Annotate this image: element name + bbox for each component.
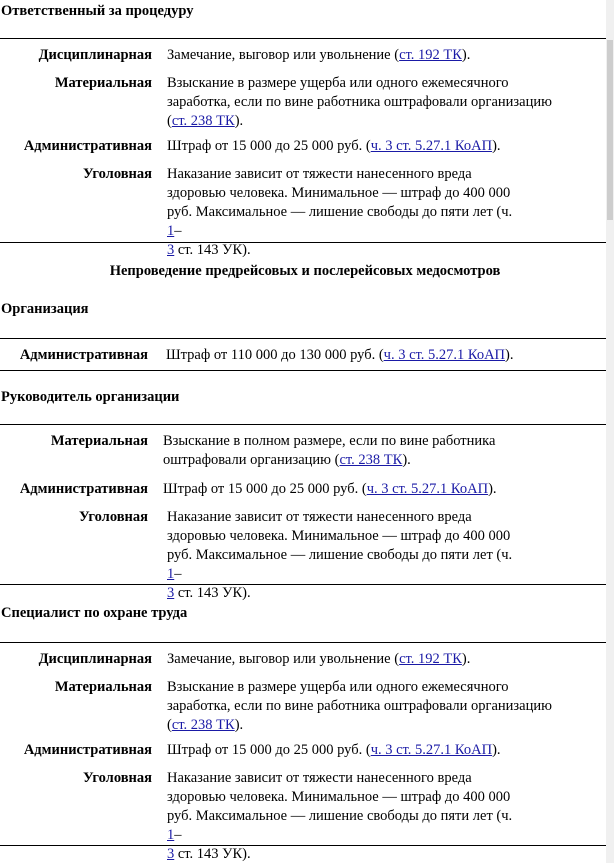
description-text: ).: [505, 347, 514, 363]
divider: [0, 584, 606, 585]
section-heading-director: Руководитель организации: [1, 389, 180, 405]
description-text: Замечание, выговор или увольнение (: [167, 651, 400, 667]
description-text: Штраф от 15 000 до 25 000 руб. (: [167, 742, 371, 758]
penalty-type-label: Уголовная: [82, 770, 152, 786]
law-link[interactable]: ст. 192 ТК: [399, 651, 462, 667]
penalty-description: [167, 74, 557, 131]
description-text: ).: [461, 47, 471, 63]
section-heading-organization: Организация: [1, 301, 89, 317]
penalty-description: [167, 769, 529, 864]
penalty-type-label: Административная: [19, 347, 148, 363]
penalty-description: [167, 650, 557, 669]
divider: [0, 845, 606, 846]
penalty-type-label: Дисциплинарная: [38, 47, 152, 63]
section-heading-safety-specialist: Специалист по охране труда: [1, 605, 188, 621]
penalty-type-label: Материальная: [50, 433, 148, 449]
law-link[interactable]: ч. 3 ст. 5.27.1 КоАП: [370, 742, 493, 758]
penalty-type-label: Уголовная: [78, 509, 148, 525]
description-text: ст. 143 УК).: [174, 846, 251, 862]
scrollbar[interactable]: [606, 0, 614, 863]
description-text: Наказание зависит от тяжести нанесенного вреда здоровью человека. Минимальное — штраф до 400 000 руб. Максимальное — лишение свободы до пяти лет (ч.: [167, 509, 513, 563]
dash: –: [174, 223, 182, 239]
scrollbar-thumb[interactable]: [607, 40, 613, 220]
section-title: Непроведение предрейсовых и послерейсовых медосмотров: [109, 263, 501, 279]
penalty-type-label: Административная: [23, 742, 152, 758]
description-text: ).: [234, 717, 244, 733]
description-text: ).: [492, 138, 501, 154]
section-heading-responsible: Ответственный за процедуру: [1, 3, 194, 19]
description-text: ст. 143 УК).: [174, 242, 251, 258]
law-link[interactable]: ст. 192 ТК: [399, 47, 462, 63]
penalty-type-label: Дисциплинарная: [38, 651, 152, 667]
penalty-description: [166, 346, 556, 365]
law-link[interactable]: ч. 3 ст. 5.27.1 КоАП: [366, 481, 489, 497]
penalty-description: [163, 480, 553, 499]
divider: [0, 38, 606, 39]
description-text: Взыскание в полном размере, если по вине работника оштрафовали организацию (: [163, 433, 496, 468]
law-link[interactable]: ч. 3 ст. 5.27.1 КоАП: [370, 138, 493, 154]
penalty-description: [167, 46, 557, 65]
description-text: ).: [234, 113, 244, 129]
description-text: Замечание, выговор или увольнение (: [167, 47, 400, 63]
description-text: Взыскание в размере ущерба или одного ежемесячного заработка, если по вине работника оштрафовали организацию (: [167, 75, 552, 129]
description-text: ).: [492, 742, 501, 758]
penalty-type-label: Административная: [19, 481, 148, 497]
penalty-description: [167, 678, 557, 735]
penalty-type-label: Административная: [23, 138, 152, 154]
penalty-description: [167, 741, 557, 760]
description-text: Взыскание в размере ущерба или одного ежемесячного заработка, если по вине работника оштрафовали организацию (: [167, 679, 552, 733]
law-link[interactable]: 3: [167, 585, 175, 601]
description-text: ст. 143 УК).: [174, 585, 251, 601]
penalty-type-label: Уголовная: [82, 166, 152, 182]
law-link[interactable]: 3: [167, 846, 175, 862]
divider: [0, 642, 606, 643]
law-link[interactable]: 1: [167, 223, 175, 239]
dash: –: [174, 566, 182, 582]
description-text: Штраф от 15 000 до 25 000 руб. (: [167, 138, 371, 154]
divider: [0, 242, 606, 243]
penalty-description: [167, 137, 557, 156]
penalty-description: [167, 508, 529, 603]
description-text: ).: [488, 481, 497, 497]
law-link[interactable]: ст. 238 ТК: [171, 113, 235, 129]
description-text: ).: [461, 651, 471, 667]
penalty-type-label: Материальная: [54, 679, 152, 695]
description-text: Штраф от 110 000 до 130 000 руб. (: [166, 347, 384, 363]
law-link[interactable]: ст. 238 ТК: [339, 452, 403, 468]
divider: [0, 338, 606, 339]
description-text: Наказание зависит от тяжести нанесенного вреда здоровью человека. Минимальное — штраф до 400 000 руб. Максимальное — лишение свободы до пяти лет (ч.: [167, 166, 513, 220]
divider: [0, 424, 606, 425]
penalty-description: [163, 432, 533, 470]
law-link[interactable]: ч. 3 ст. 5.27.1 КоАП: [383, 347, 506, 363]
law-link[interactable]: 3: [167, 242, 175, 258]
description-text: Наказание зависит от тяжести нанесенного вреда здоровью человека. Минимальное — штраф до 400 000 руб. Максимальное — лишение свободы до пяти лет (ч.: [167, 770, 513, 824]
divider: [0, 370, 606, 371]
description-text: Штраф от 15 000 до 25 000 руб. (: [163, 481, 367, 497]
law-link[interactable]: 1: [167, 566, 175, 582]
law-link[interactable]: 1: [167, 827, 175, 843]
penalty-type-label: Материальная: [54, 75, 152, 91]
penalty-description: [167, 165, 529, 260]
dash: –: [174, 827, 182, 843]
description-text: ).: [402, 452, 411, 468]
law-link[interactable]: ст. 238 ТК: [171, 717, 235, 733]
